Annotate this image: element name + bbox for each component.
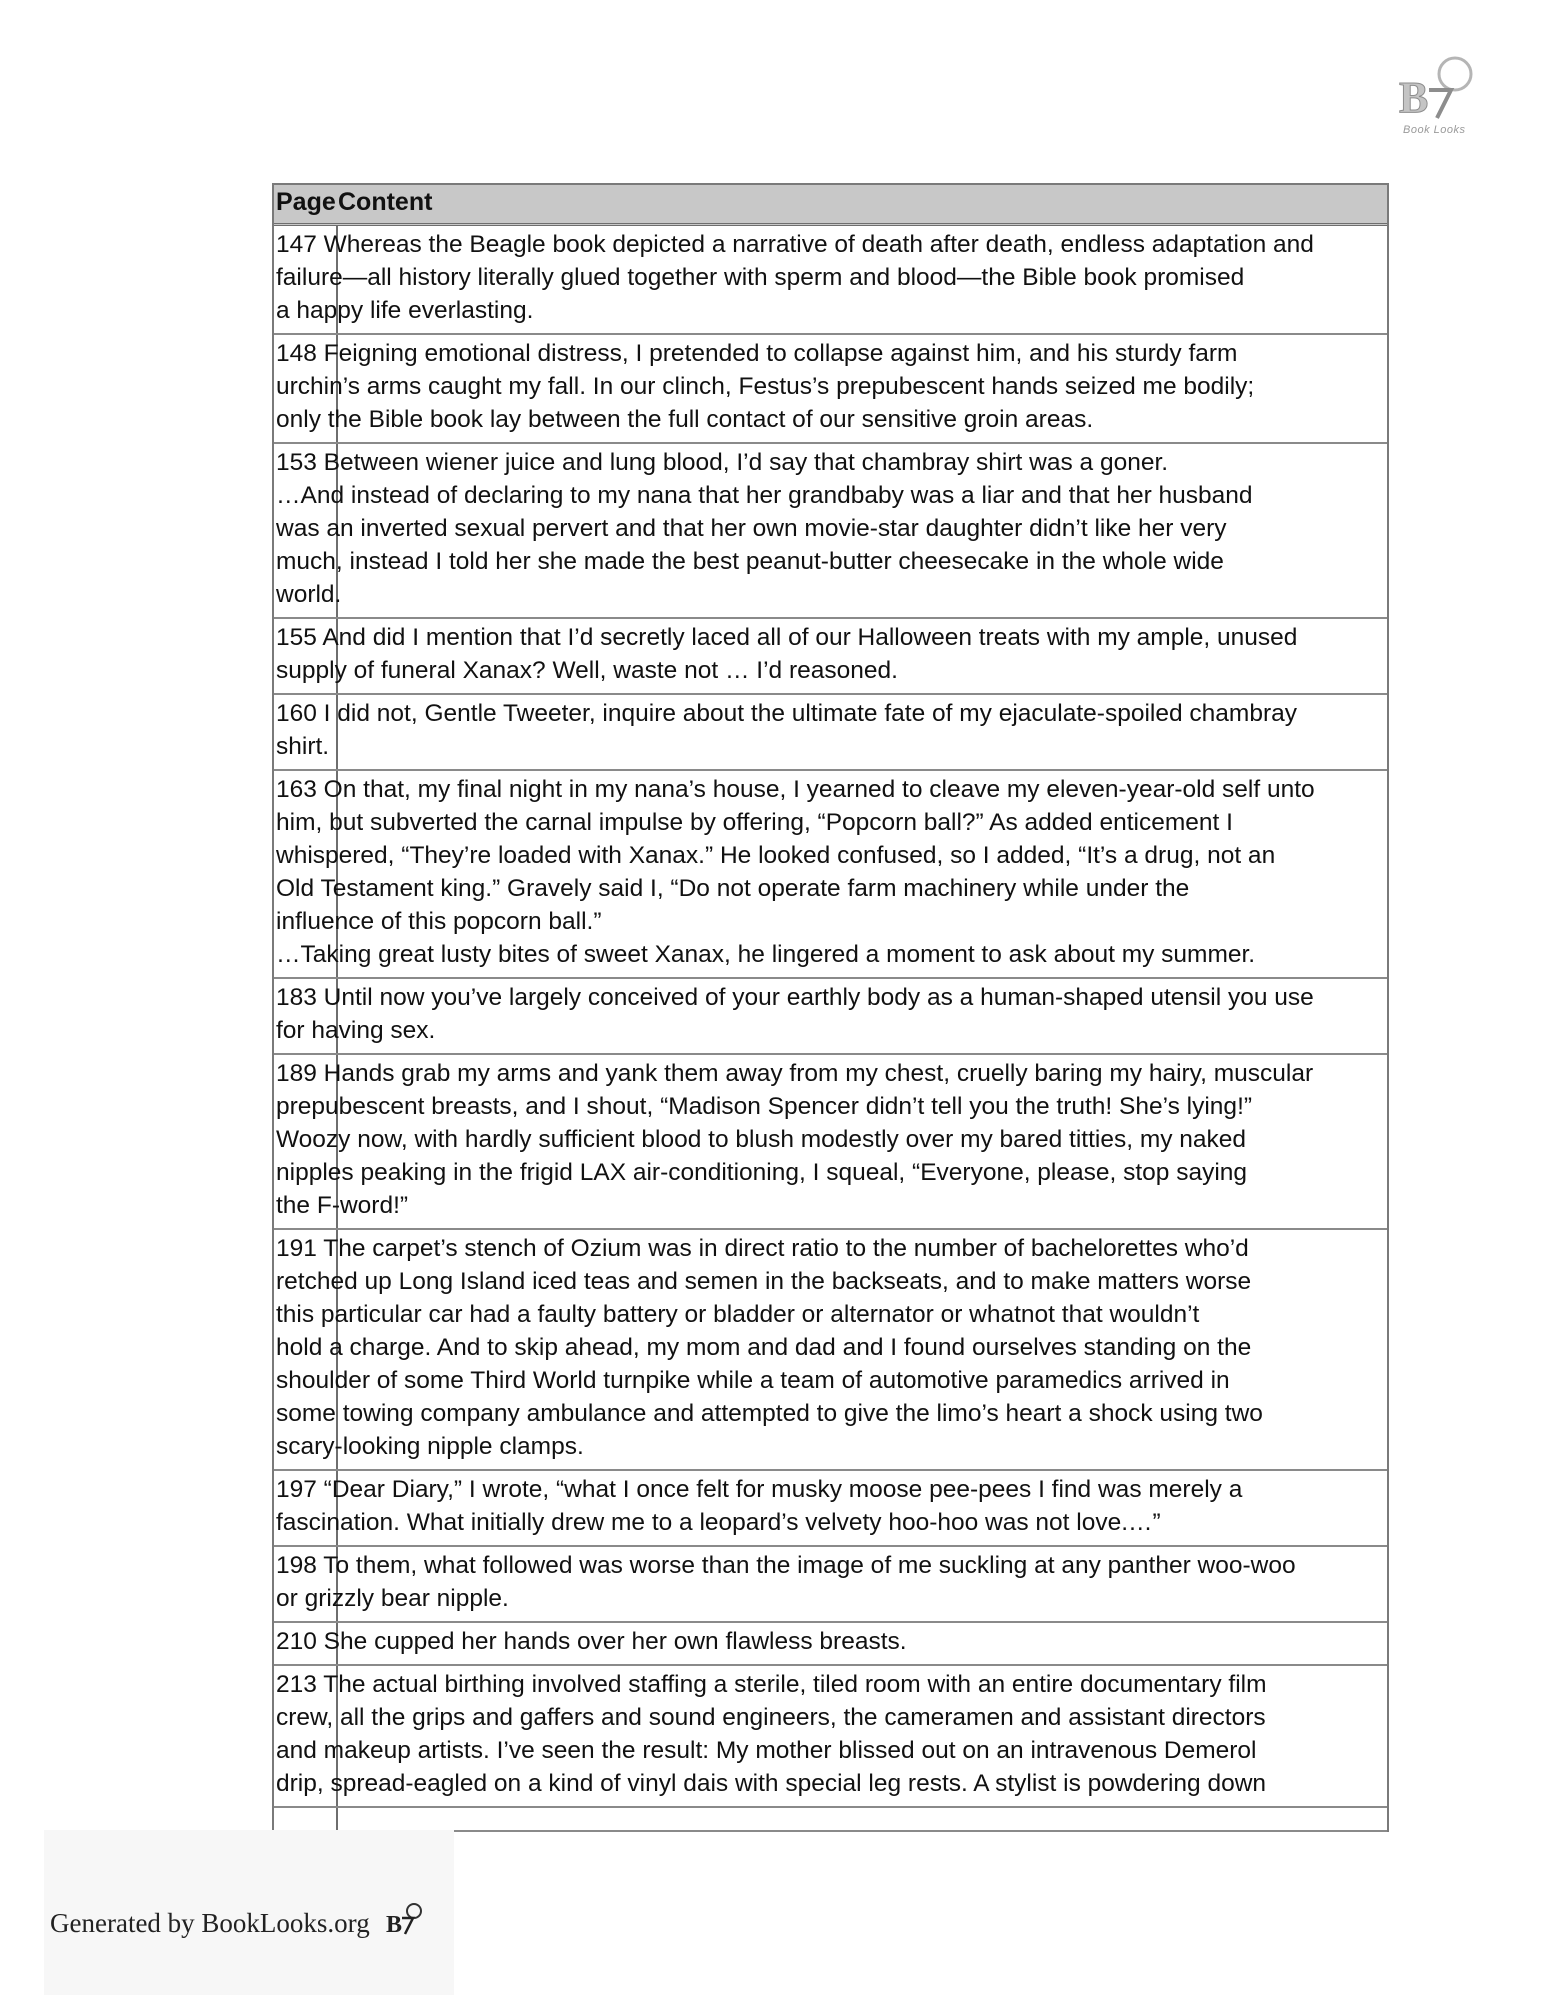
row-text: 189 Hands grab my arms and yank them away from my chest, cruelly baring my hairy, muscular prepubescent breasts, and I shout, “Madison Spencer didn’t tell you the truth! She’s lying!” Woozy now, with hardly sufficient blood to blush modestly over my bared titties, my naked nipples peaking in the frigid LAX air-conditioning, I squeal, “Everyone, please, stop saying the F-word!” [276, 1060, 1314, 1219]
table-bottom-spacer [274, 1808, 1387, 1832]
footer [44, 1830, 454, 1995]
table-row [274, 1623, 1387, 1666]
footer-text: Generated by BookLooks.org [50, 1908, 370, 1938]
table-row [274, 771, 1387, 979]
row-text: 153 Between wiener juice and lung blood, I’d say that chambray shirt was a goner. …And instead of declaring to my nana that her grandbaby was a liar and that her husband was an inverted sexual pervert and that her own movie-star daughter didn’t like her very much, instead I told her she made the best peanut-butter cheesecake in the whole wide world. [276, 449, 1253, 608]
table-row [274, 1055, 1387, 1230]
row-text: 160 I did not, Gentle Tweeter, inquire about the ultimate fate of my ejaculate-spoiled chambray shirt. [276, 700, 1297, 760]
header-page: Page [276, 188, 336, 216]
table-row [274, 1666, 1387, 1808]
row-text: 197 “Dear Diary,” I wrote, “what I once felt for musky moose pee-pees I find was merely a fascination. What initially drew me to a leopard’s velvety hoo-hoo was not love.…” [276, 1476, 1243, 1536]
row-text: 163 On that, my final night in my nana’s house, I yearned to cleave my eleven-year-old self unto him, but subverted the carnal impulse by offering, “Popcorn ball?” As added enticement I whispered, “They’re loaded with Xanax.” He looked confused, so I added, “It’s a drug, not an Old Testament king.” Gravely said I, “Do not operate farm machinery while under the influence of this popcorn ball.” …Taking great lusty bites of sweet Xanax, he lingered a moment to ask about my summer. [276, 776, 1315, 968]
row-text: 148 Feigning emotional distress, I pretended to collapse against him, and his sturdy farm urchin’s arms caught my fall. In our clinch, Festus’s prepubescent hands seized me bodily; only the Bible book lay between the full contact of our sensitive groin areas. [276, 340, 1255, 433]
row-text: 183 Until now you’ve largely conceived of your earthly body as a human-shaped utensil you use for having sex. [276, 984, 1314, 1044]
table-header [274, 185, 1387, 226]
logo-mark-icon [1395, 52, 1485, 130]
row-text: 191 The carpet’s stench of Ozium was in direct ratio to the number of bachelorettes who’d retched up Long Island iced teas and semen in the backseats, and to make matters worse this particular car had a faulty battery or bladder or alternator or whatnot that wouldn’t hold a charge. And to skip ahead, my mom and dad and I found ourselves standing on the shoulder of some Third World turnpike while a team of automotive paramedics arrived in some towing company ambulance and attempted to give the limo’s heart a shock using two scary-looking nipple clamps. [276, 1235, 1263, 1460]
table-row [274, 1547, 1387, 1623]
row-text: 155 And did I mention that I’d secretly laced all of our Halloween treats with my ample, unused supply of funeral Xanax? Well, waste not … I’d reasoned. [276, 624, 1298, 684]
svg-text:B: B [1399, 73, 1429, 122]
svg-text:B: B [386, 1912, 403, 1938]
quotes-table [272, 183, 1389, 1832]
row-text: 147 Whereas the Beagle book depicted a narrative of death after death, endless adaptation and failure—all history literally glued together with sperm and blood—the Bible book promised a happy life everlasting. [276, 231, 1314, 324]
row-text: 198 To them, what followed was worse than the image of me suckling at any panther woo-woo or grizzly bear nipple. [276, 1552, 1296, 1612]
table-row [274, 1471, 1387, 1547]
table-row [274, 1230, 1387, 1471]
booklooks-logo [1395, 52, 1485, 142]
table-row [274, 444, 1387, 619]
footer-logo-icon [384, 1900, 428, 1944]
table-row [274, 619, 1387, 695]
logo-text: Book Looks [1403, 124, 1466, 136]
table-row [274, 226, 1387, 335]
row-text: 210 She cupped her hands over her own flawless breasts. [276, 1628, 907, 1655]
header-content: Content [338, 188, 433, 216]
table-row [274, 979, 1387, 1055]
table-row [274, 695, 1387, 771]
table-row [274, 335, 1387, 444]
row-text: 213 The actual birthing involved staffing a sterile, tiled room with an entire documentary film crew, all the grips and gaffers and sound engineers, the cameramen and assistant directors and makeup artists. I’ve seen the result: My mother blissed out on an intravenous Demerol drip, spread-eagled on a kind of vinyl dais with special leg rests. A stylist is powdering down [276, 1671, 1267, 1797]
